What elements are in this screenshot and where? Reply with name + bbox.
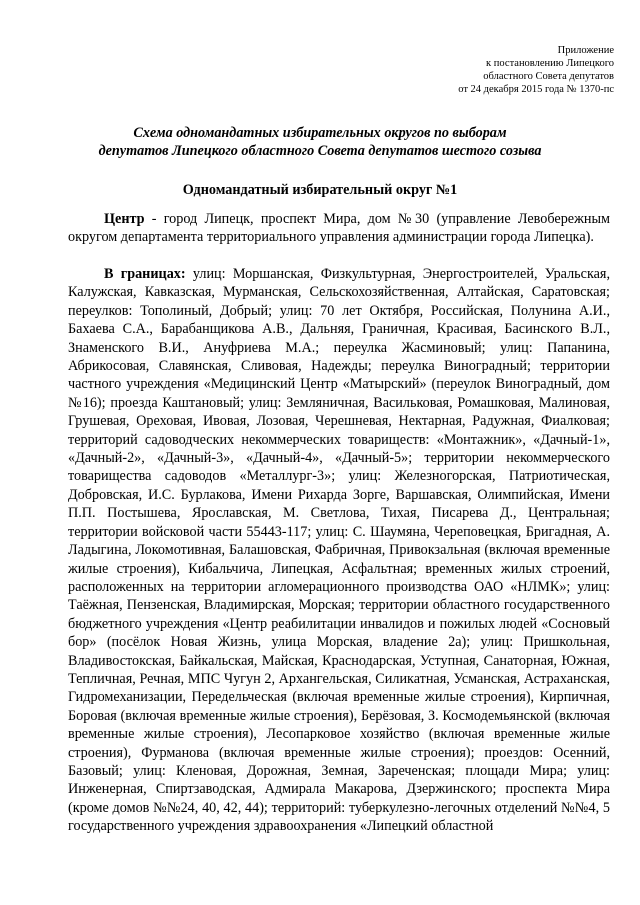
title-line: депутатов Липецкого областного Совета депутатов шестого созыва — [98, 143, 542, 159]
center-text: - город Липецк, проспект Мира, дом №30 (управление Левобережным округом департамента территориального управления администрации города Липецка). — [68, 211, 610, 246]
borders-label: В границах: — [104, 266, 186, 282]
appendix-line: Приложение — [557, 45, 614, 56]
appendix-line: к постановлению Липецкого — [486, 58, 614, 69]
center-paragraph — [68, 210, 610, 247]
title-line: Схема одномандатных избирательных округов по выборам — [133, 125, 507, 141]
appendix-block — [394, 44, 614, 96]
center-label: Центр — [104, 211, 145, 227]
document-title — [60, 124, 580, 160]
borders-paragraph — [68, 265, 610, 836]
appendix-line: от 24 декабря 2015 года № 1370-пс — [458, 84, 614, 95]
district-heading: Одномандатный избирательный округ №1 — [182, 182, 458, 198]
appendix-line: областного Совета депутатов — [483, 71, 614, 82]
borders-text: улиц: Моршанская, Физкультурная, Энергостроителей, Уральская, Калужская, Кавказская, Мурманская, Сельскохозяйственная, Алтайская, Саратовская; переулков: Тополиный, Добрый; улиц: 70 лет Октября, Российская, Полунина А.И., Бахаева С.А., Барабанщикова А.В., Дальняя, Граничная, Красивая, Басинского В.Л., Знаменского В.И., Ануфриева М.А.; переулка Жасминовый; улиц: Папанина, Абрикосовая, Славянская, Сливовая, Надежды; переулка Виноградный; территории частного учреждения «Медицинский Центр «Матырский» (переулок Виноградный, дом №16); проезда Каштановый; улиц: Земляничная, Васильковая, Ромашковая, Малиновая, Грушевая, Ореховая, Ивовая, Лозовая, Черешневая, Нектарная, Радужная, Фиалковая; территорий садоводческих некоммерческих товариществ: «Монтажник», «Дачный-1», «Дачный-2», «Дачный-3», «Дачный-4», «Дачный-5»; территории некоммерческого товарищества садоводов «Металлург-3»; улиц: Железногорская, Патриотическая, Добровская, И.С. Бурлакова, Имени Рихарда Зорге, Варшавская, Олимпийская, Имени П.П. Постышева, Ярославская, М. Светлова, Тихая, Писарева Д., Центральная; территории войсковой части 55443-117; улиц: С. Шаумяна, Череповецкая, Бригадная, А. Ладыгина, Локомотивная, Балашовская, Фабричная, Привокзальная (включая временные жилые строения), Кибальчича, Липецкая, Асфальтная; временных жилых строений, расположенных на территории агломерационного производства ОАО «НЛМК»; улиц: Таёжная, Пензенская, Владимирская, Морская; территории областного государственного бюджетного учреждения «Центр реабилитации инвалидов и пожилых людей «Сосновый бор» (посёлок Новая Жизнь, улица Морская, владение 2а); улиц: Пришкольная, Владивостокская, Байкальская, Майская, Краснодарская, Уступная, Санаторная, Южная, Тепличная, Речная, МПС Чугун 2, Архангельская, Силикатная, Усманская, Астраханская, Гидромеханизации, Передельческая (включая временные жилые строения), Кирпичная, Боровая (включая временные жилые строения), Берёзовая, З. Космодемьянской (включая временные жилые строения), Лесопарковое хозяйство (включая временные жилые строения), Фурманова (включая временные жилые строения); проездов: Осенний, Базовый; улиц: Кленовая, Дорожная, Земная, Зареченская; площади Мира; улиц: Инженерная, Спиртзаводская, Адмирала Макарова, Дзержинского; проспекта Мира (кроме домов №№24, 40, 42, 44); территорий: туберкулезно-легочных отделений №№4, 5 государственного учреждения здравоохранения «Липецкий областной — [68, 266, 610, 835]
